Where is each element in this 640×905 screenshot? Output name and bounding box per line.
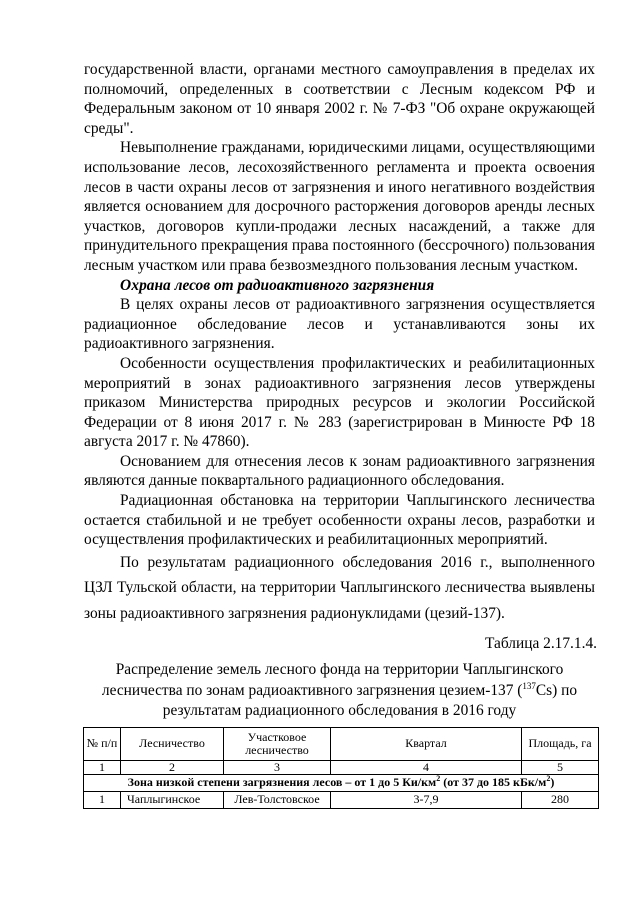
column-number-row bbox=[84, 760, 599, 774]
table-caption bbox=[84, 660, 595, 722]
caption-text-1: Распределение земель лесного фонда на территории Чаплыгинского лесничества по зонам радиоактивного загрязнения цезием-137 ( bbox=[101, 661, 564, 699]
zone-label bbox=[84, 774, 599, 791]
document-page bbox=[84, 60, 595, 809]
caption-isotope-mass: 137 bbox=[522, 680, 536, 691]
paragraph-4: Особенности осуществления профилактических и реабилитационных мероприятий в зонах радиоактивного загрязнения лесов утверждены приказом Министерства природных ресурсов и экологии Российской Федерации от 8 июня 2017 г. № 283 (зарегистрирован в Минюсте РФ 18 августа 2017 г. № 47860). bbox=[84, 354, 595, 451]
caption-text-2: ) по результатам радиационного обследования в 2016 году bbox=[162, 681, 578, 720]
cell-num: 1 bbox=[84, 791, 121, 808]
header-forestry: Лесничество bbox=[121, 727, 224, 760]
paragraph-5: Основанием для отнесения лесов к зонам радиоактивного загрязнения являются данные поквартального радиационного обследования. bbox=[84, 452, 595, 490]
zone-exp-2: 2 bbox=[546, 774, 551, 784]
header-num: № п/п bbox=[84, 727, 121, 760]
paragraph-3: В целях охраны лесов от радиоактивного загрязнения осуществляется радиационное обследование лесов и устанавливаются зоны их радиоактивного загрязнения. bbox=[84, 296, 595, 353]
caption-isotope-symbol: Cs bbox=[535, 681, 553, 699]
paragraph-2: Невыполнение гражданами, юридическими лицами, осуществляющими использование лесов, лесохозяйственного регламента и проекта освоения лесов в части охраны лесов от загрязнения и иного негативного воздействия является основанием для досрочного расторжения договоров аренды лесных участков, договоров купли-продажи лесных насаждений, а также для принудительного прекращения права постоянного (бессрочного) пользования лесным участком или права безвозмездного пользования лесным участком. bbox=[84, 139, 595, 274]
cell-area: 280 bbox=[522, 791, 599, 808]
radiation-zone-table bbox=[83, 727, 599, 809]
cell-quarter: 3-7,9 bbox=[331, 791, 522, 808]
paragraph-7: По результатам радиационного обследования 2016 г., выполненного ЦЗЛ Тульской области, на территории Чаплыгинского лесничества выявлены зоны радиоактивного загрязнения радионуклидами (цезий-137). bbox=[84, 553, 595, 622]
header-area: Площадь, га bbox=[522, 727, 599, 760]
header-district: Участковое лесничество bbox=[224, 727, 331, 760]
zone-text-1: Зона низкой степени загрязнения лесов – от 1 до 5 Ки/км bbox=[127, 775, 437, 790]
col-number-1: 1 bbox=[84, 760, 121, 774]
zone-row bbox=[84, 774, 599, 791]
zone-text-3: ) bbox=[550, 775, 555, 790]
cell-forestry: Чаплыгинское bbox=[121, 791, 224, 808]
table-header-row bbox=[84, 727, 599, 760]
col-number-2: 2 bbox=[121, 760, 224, 774]
section-heading: Охрана лесов от радиоактивного загрязнения bbox=[120, 276, 435, 294]
table-number: Таблица 2.17.1.4. bbox=[485, 635, 597, 653]
col-number-4: 4 bbox=[331, 760, 522, 774]
paragraph-6: Радиационная обстановка на территории Чаплыгинского лесничества остается стабильной и не требует особенности охраны лесов, разработки и осуществления профилактических и реабилитационных мероприятий. bbox=[84, 492, 595, 549]
table-row bbox=[84, 791, 599, 808]
paragraph-1: государственной власти, органами местного самоуправления в пределах их полномочий, определенных в соответствии с Лесным кодексом РФ и Федеральным законом от 10 января 2002 г. № 7-ФЗ "Об охране окружающей среды". bbox=[84, 61, 595, 137]
cell-district: Лев-Толстовское bbox=[224, 791, 331, 808]
header-quarter: Квартал bbox=[331, 727, 522, 760]
zone-exp-1: 2 bbox=[436, 774, 441, 784]
col-number-5: 5 bbox=[522, 760, 599, 774]
zone-text-2: (от 37 до 185 кБк/м bbox=[440, 775, 547, 790]
col-number-3: 3 bbox=[224, 760, 331, 774]
